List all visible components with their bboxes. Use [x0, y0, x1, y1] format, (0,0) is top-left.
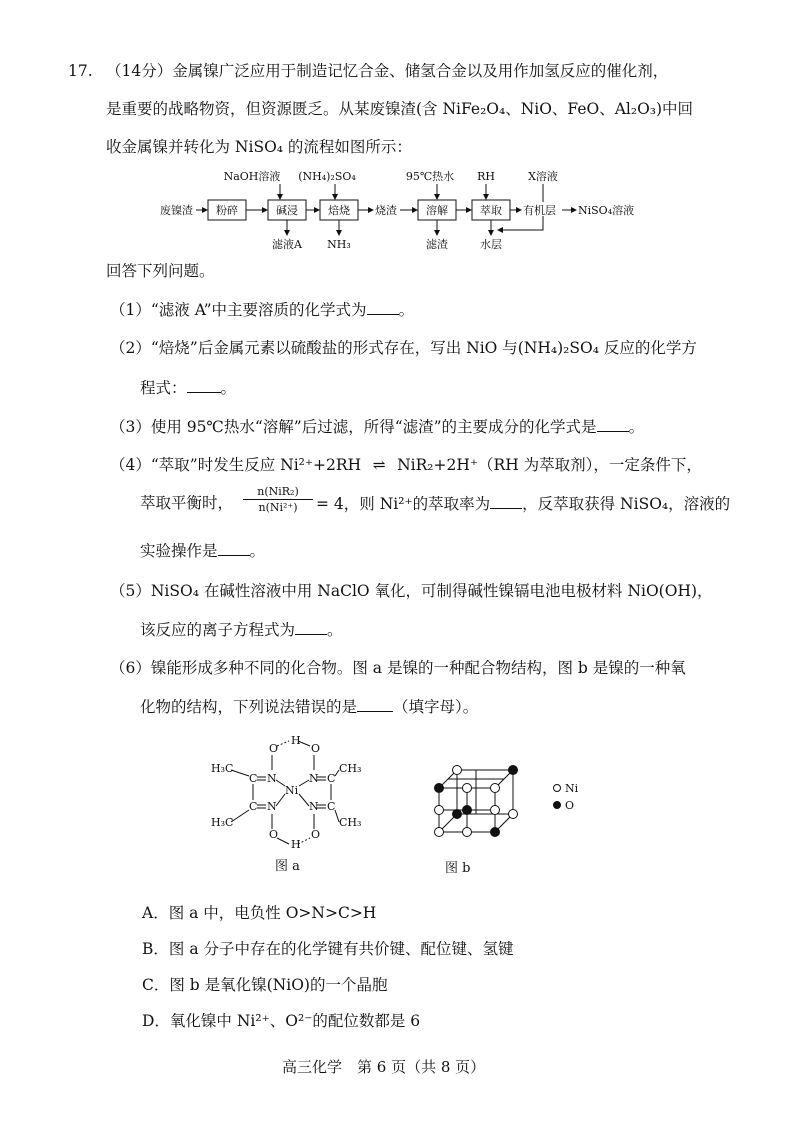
ni-atom	[453, 766, 462, 775]
question-number: 17.	[68, 62, 93, 80]
figure-b	[425, 760, 595, 880]
ni-atom	[491, 784, 500, 793]
legend-ni-marker	[554, 785, 561, 792]
intro-line-3: 收金属镍并转化为 NiSO₄ 的流程如图所示：	[106, 138, 412, 156]
q6-blank[interactable]	[357, 697, 393, 712]
equilibrium-arrow-icon: ⇌	[372, 456, 386, 474]
q4-line-3-end: 。	[249, 542, 266, 560]
legend-o: O	[565, 799, 575, 812]
step-crush: 粉碎	[216, 204, 238, 217]
atom-c-3: C	[249, 800, 258, 813]
option-d[interactable]: D．氧化镍中 Ni²⁺、O²⁻的配位数都是 6	[142, 1012, 421, 1030]
q4-line-2-post: ，反萃取获得 NiSO₄，溶液的	[522, 495, 731, 513]
ni-atom	[463, 828, 472, 837]
legend-ni: Ni	[565, 782, 579, 795]
page-footer: 高三化学 第 6 页（共 8 页）	[282, 1058, 486, 1076]
q4-blank-1[interactable]	[490, 494, 522, 509]
q3-blank[interactable]	[597, 417, 629, 432]
q6-line-2-pre: 化物的结构，下列说法错误的是	[140, 698, 358, 716]
figure-b-caption: 图 b	[445, 861, 471, 876]
o-atom	[453, 810, 462, 819]
option-b[interactable]: B．图 a 分子中存在的化学键有共价键、配位键、氢键	[142, 940, 514, 958]
q5-line-2	[140, 620, 343, 640]
atom-n-2: N	[309, 772, 319, 785]
process-flowchart	[150, 168, 650, 254]
o-atom	[435, 784, 444, 793]
q1	[110, 300, 414, 320]
q4-reaction-right: NiR₂+2H⁺（RH 为萃取剂），一定条件下，	[397, 456, 702, 474]
q2-line-1: （2）“焙烧”后金属元素以硫酸盐的形式存在，写出 NiO 与(NH₄)₂SO₄ 反应的化学方	[110, 339, 697, 357]
product: NiSO₄溶液	[578, 204, 635, 217]
fraction-numerator: n(NiR₂)	[243, 485, 313, 500]
output-filtrate-a: 滤液A	[272, 238, 302, 251]
output-water-layer: 水层	[480, 238, 502, 251]
q4-reaction-left: （4）“萃取”时发生反应 Ni²⁺+2RH	[110, 456, 362, 474]
intro-line-2: 是重要的战略物资，但资源匮乏。从某废镍渣(含 NiFe₂O₄、NiO、FeO、Al₂O₃)中回	[106, 100, 694, 118]
input-hot-water: 95℃热水	[405, 170, 455, 183]
step-alkali: 碱浸	[276, 204, 298, 217]
atom-c-1: C	[249, 772, 258, 785]
q1-blank[interactable]	[367, 300, 399, 315]
legend-o-marker	[553, 801, 561, 809]
methyl-top-right: CH₃	[339, 762, 362, 775]
q4-fraction	[243, 485, 313, 514]
output-nh3: NH₃	[327, 238, 351, 251]
o-atom	[509, 766, 518, 775]
figure-a-caption: 图 a	[275, 859, 300, 874]
q5-line-2-end: 。	[327, 621, 343, 639]
input-nh4so4: (NH₄)₂SO₄	[298, 170, 356, 183]
option-c[interactable]: C．图 b 是氧化镍(NiO)的一个晶胞	[142, 976, 388, 994]
q4-line-2-pre: 萃取平衡时，	[140, 494, 234, 512]
atom-o-top-right: O	[311, 742, 321, 755]
output-residue: 滤渣	[426, 238, 448, 251]
q6-line-1: （6）镍能形成多种不同的化合物。图 a 是镍的一种配合物结构，图 b 是镍的一种氧	[110, 659, 686, 677]
q3-end: 。	[628, 418, 645, 436]
atom-n-3: N	[267, 800, 277, 813]
methyl-bottom-left: H₃C	[211, 816, 234, 829]
q1-text: （1）“滤液 A”中主要溶质的化学式为	[110, 301, 367, 319]
flow-start: 废镍渣	[160, 204, 193, 217]
q5-blank[interactable]	[295, 620, 327, 635]
step-extract: 萃取	[480, 204, 502, 217]
roast-residue: 烧渣	[375, 204, 397, 217]
q4-line-1	[110, 456, 702, 475]
prompt: 回答下列问题。	[106, 262, 215, 280]
q6-line-2	[140, 697, 478, 717]
input-naoh: NaOH溶液	[223, 170, 281, 183]
ni-atom	[435, 806, 444, 815]
input-rh: RH	[477, 170, 495, 183]
q4-blank-2[interactable]	[218, 541, 250, 556]
organic-layer: 有机层	[523, 204, 556, 217]
atom-h-bottom: H	[291, 838, 301, 851]
fraction-value: = 4	[316, 495, 344, 513]
methyl-top-left: H₃C	[211, 762, 234, 775]
ni-atom	[509, 810, 518, 819]
atom-c-4: C	[327, 800, 336, 813]
atom-o-bottom-right: O	[311, 828, 321, 841]
q5-line-1: （5）NiSO₄ 在碱性溶液中用 NaClO 氧化，可制得碱性镍镉电池电极材料 NiO(OH)，	[110, 582, 713, 600]
q2-blank[interactable]	[187, 378, 221, 393]
atom-n-1: N	[267, 772, 277, 785]
input-x-solution: X溶液	[528, 170, 558, 183]
atom-c-2: C	[327, 772, 336, 785]
q2-label: 程式：	[140, 379, 187, 397]
atom-h-top: H	[291, 734, 301, 747]
figure-a	[205, 730, 385, 880]
atom-n-4: N	[309, 800, 319, 813]
atom-o-top-left: O	[269, 742, 279, 755]
q1-end: 。	[398, 301, 415, 319]
q3	[110, 417, 644, 437]
q4-line-3-pre: 实验操作是	[140, 542, 218, 560]
option-a[interactable]: A．图 a 中，电负性 O>N>C>H	[142, 904, 377, 922]
q2-line-2	[140, 378, 236, 398]
q3-text: （3）使用 95℃热水“溶解”后过滤，所得“滤渣”的主要成分的化学式是	[110, 418, 597, 436]
q4-line-2-mid: ，则 Ni²⁺的萃取率为	[343, 495, 491, 513]
ni-atom	[491, 806, 500, 815]
atom-ni: Ni	[285, 784, 299, 797]
step-roast: 焙烧	[328, 204, 350, 217]
methyl-bottom-right: CH₃	[339, 816, 362, 829]
q6-line-2-post: （填字母）。	[393, 698, 479, 716]
step-dissolve: 溶解	[426, 204, 448, 217]
q4-line-2	[316, 494, 730, 514]
fraction-denominator: n(Ni²⁺)	[258, 501, 298, 514]
q5-line-2-pre: 该反应的离子方程式为	[140, 621, 296, 639]
atom-o-bottom-left: O	[269, 828, 279, 841]
ni-atom	[435, 828, 444, 837]
q2-end: 。	[220, 379, 237, 397]
ni-atom	[463, 784, 472, 793]
intro-line-1: （14分）金属镍广泛应用于制造记忆合金、储氢合金以及用作加氢反应的催化剂，	[106, 62, 669, 80]
o-atom	[491, 828, 500, 837]
q4-line-3	[140, 541, 265, 561]
o-atom	[463, 806, 472, 815]
